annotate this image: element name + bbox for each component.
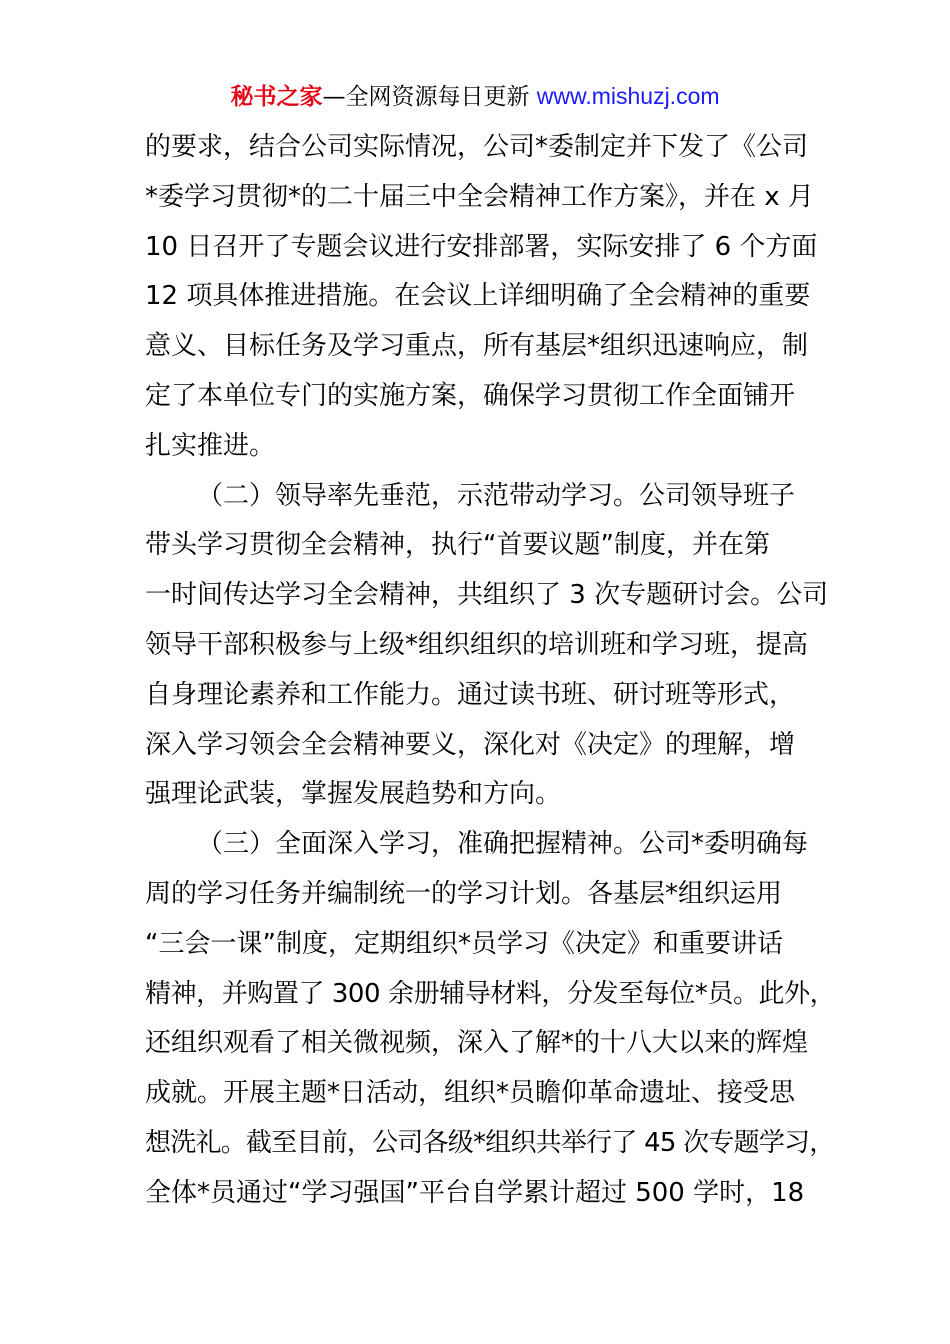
text-line: 成就。开展主题*日活动，组织*员瞻仰革命遗址、接受思	[145, 1078, 796, 1109]
document-body	[145, 123, 835, 1219]
text-line: 定了本单位专门的实施方案，确保学习贯彻工作全面铺开	[145, 380, 796, 411]
text-line: 一时间传达学习全会精神，共组织了 3 次专题研讨会。公司	[145, 580, 829, 611]
page-header	[0, 80, 950, 113]
text-line: 扎实推进。	[145, 430, 276, 461]
header-tagline: —全网资源每日更新	[322, 84, 530, 110]
text-line: 带头学习贯彻全会精神，执行“首要议题”制度，并在第	[145, 530, 770, 561]
text-line: 自身理论素养和工作能力。通过读书班、研讨班等形式，	[145, 679, 796, 710]
text-line: 领导干部积极参与上级*组织组织的培训班和学习班，提高	[145, 629, 809, 660]
text-line: 还组织观看了相关微视频，深入了解*的十八大以来的辉煌	[145, 1028, 809, 1059]
text-line: 全体*员通过“学习强国”平台自学累计超过 500 学时，18	[145, 1177, 805, 1208]
text-line: “三会一课”制度，定期组织*员学习《决定》和重要讲话	[145, 928, 783, 959]
site-url-link[interactable]: www.mishuzj.com	[536, 83, 720, 109]
text-line: *委学习贯彻*的二十届三中全会精神工作方案》，并在 x 月	[145, 181, 814, 212]
text-line: （三）全面深入学习，准确把握精神。公司*委明确每	[197, 829, 809, 860]
text-line: 想洗礼。截至目前，公司各级*组织共举行了 45 次专题学习，	[145, 1127, 835, 1158]
text-line: （二）领导率先垂范，示范带动学习。公司领导班子	[197, 480, 796, 511]
text-line: 12 项具体推进措施。在会议上详细明确了全会精神的重要	[145, 281, 811, 312]
text-line: 的要求，结合公司实际情况，公司*委制定并下发了《公司	[145, 132, 809, 162]
text-line: 强理论武装，掌握发展趋势和方向。	[145, 779, 562, 810]
text-line: 意义、目标任务及学习重点，所有基层*组织迅速响应，制	[145, 331, 809, 362]
text-line: 周的学习任务并编制统一的学习计划。各基层*组织运用	[145, 878, 783, 909]
brand-name: 秘书之家	[230, 84, 323, 110]
text-line: 精神，并购置了 300 余册辅导材料，分发至每位*员。此外，	[145, 978, 836, 1009]
text-line: 深入学习领会全会精神要义，深化对《决定》的理解，增	[145, 729, 796, 760]
text-line: 10 日召开了专题会议进行安排部署，实际安排了 6 个方面	[145, 231, 818, 262]
